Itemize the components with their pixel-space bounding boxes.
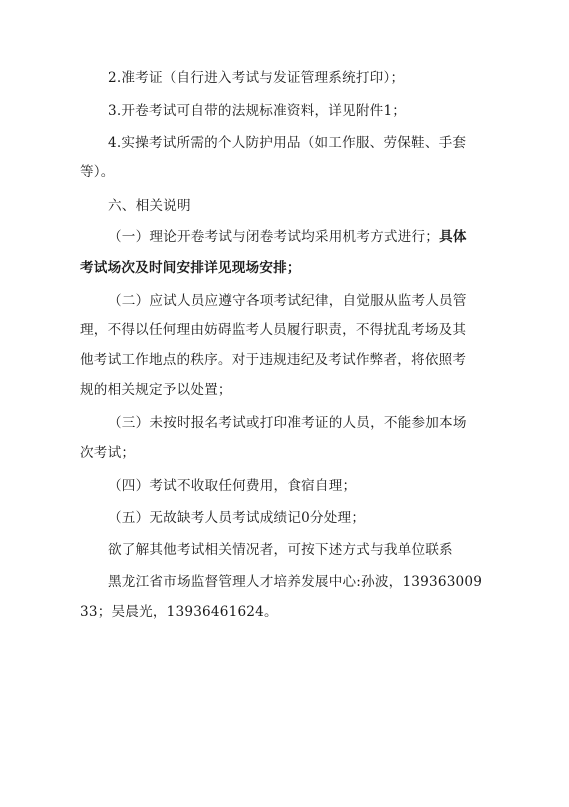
line-text: （二）应试人员应遵守各项考试纪律，自觉服从监考人员管 bbox=[108, 293, 467, 309]
paragraph-line-late-registration bbox=[108, 413, 528, 433]
paragraph-line-exam-discipline-cont-2 bbox=[80, 350, 500, 370]
paragraph-line-exam-discipline-cont-1 bbox=[80, 320, 500, 340]
line-text: （三）未按时报名考试或打印准考证的人员，不能参加本场 bbox=[108, 415, 467, 431]
paragraph-line-no-fees bbox=[108, 476, 528, 496]
section-heading-text: 六、相关说明 bbox=[108, 198, 191, 214]
paragraph-line-admission-ticket bbox=[108, 68, 528, 88]
line-text: 黑龙江省市场监督管理人才培养发展中心:孙波，139363009 bbox=[108, 574, 483, 590]
line-text: 他考试工作地点的秩序。对于违规违纪及考试作弊者，将依照考 bbox=[80, 352, 467, 368]
paragraph-line-open-book-materials bbox=[108, 101, 528, 121]
line-text: 次考试； bbox=[80, 445, 136, 461]
paragraph-line-protective-equipment-cont bbox=[80, 162, 500, 182]
paragraph-line-late-registration-cont bbox=[80, 443, 500, 463]
line-text: 2.准考证（自行进入考试与发证管理系统打印）； bbox=[108, 70, 405, 86]
paragraph-line-exam-discipline bbox=[108, 291, 528, 311]
paragraph-line-contact-intro bbox=[108, 540, 528, 560]
line-text: （五）无故缺考人员考试成绩记0分处理； bbox=[108, 510, 366, 526]
line-text: 规的相关规定予以处置； bbox=[80, 382, 232, 398]
line-text: 4.实操考试所需的个人防护用品（如工作服、劳保鞋、手套 bbox=[108, 135, 467, 151]
paragraph-line-exam-discipline-cont-3 bbox=[80, 380, 500, 400]
paragraph-line-exam-schedule bbox=[80, 258, 500, 278]
paragraph-line-contact-info bbox=[108, 572, 528, 592]
paragraph-line-protective-equipment bbox=[108, 133, 528, 153]
paragraph-line-absence-policy bbox=[108, 508, 528, 528]
line-text-bold: 具体 bbox=[439, 229, 467, 245]
line-text: （一）理论开卷考试与闭卷考试均采用机考方式进行； bbox=[108, 229, 440, 245]
line-text: 等）。 bbox=[80, 164, 115, 180]
section-heading-related-notes bbox=[108, 196, 528, 216]
paragraph-line-contact-info-cont bbox=[80, 602, 500, 622]
line-text: 33；吴晨光，13936461624。 bbox=[80, 604, 278, 620]
line-text: 3.开卷考试可自带的法规标准资料，详见附件1； bbox=[108, 103, 407, 119]
line-text-bold: 考试场次及时间安排详见现场安排； bbox=[80, 260, 301, 276]
line-text: 欲了解其他考试相关情况者，可按下述方式与我单位联系 bbox=[108, 542, 453, 558]
paragraph-line-exam-method bbox=[108, 227, 528, 247]
line-text: （四）考试不收取任何费用，食宿自理； bbox=[108, 478, 357, 494]
line-text: 理，不得以任何理由妨碍监考人员履行职责，不得扰乱考场及其 bbox=[80, 322, 467, 338]
